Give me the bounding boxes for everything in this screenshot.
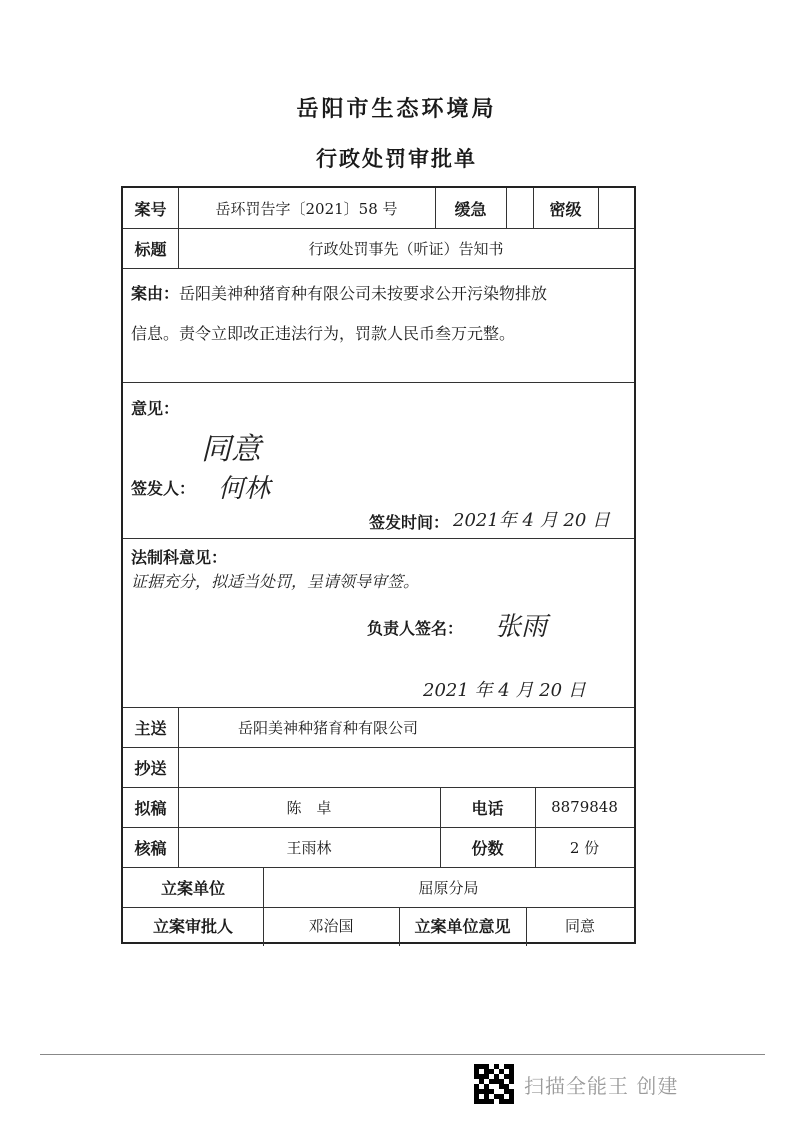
opinion-label: 意见：: [131, 399, 180, 418]
main-send-value: 岳阳美神种猪育种有限公司: [237, 718, 418, 737]
form-title: 行政处罚审批单: [316, 147, 477, 171]
filing-approver-label: 立案审批人: [152, 917, 233, 936]
qr-code-icon: [474, 1064, 514, 1104]
case-cause-line-2: 信息。责令立即改正违法行为，罚款人民币叁万元整。: [131, 324, 516, 343]
draft-value: 陈 卓: [286, 798, 332, 817]
page-bottom-rule: [40, 1054, 765, 1055]
filing-opinion-value: 同意: [564, 917, 595, 935]
opinion-handwritten: 同意: [201, 432, 261, 467]
draft-label: 拟稿: [134, 798, 167, 818]
organization-title: 岳阳市生态环境局: [296, 97, 497, 122]
review-label: 核稿: [134, 838, 167, 858]
watermark-text: 扫描全能王 创建: [524, 1073, 679, 1098]
signer-handwritten: 何林: [218, 474, 271, 504]
responsible-signature-label: 负责人签名：: [367, 619, 464, 638]
phone-label: 电话: [471, 798, 504, 818]
cc-value: [178, 747, 634, 787]
urgency-label: 缓急: [454, 199, 487, 219]
review-value: 王雨林: [286, 838, 332, 857]
scanner-watermark: [474, 1064, 678, 1104]
title-value: 行政处罚事先（听证）告知书: [308, 239, 504, 258]
title-label: 标题: [134, 239, 167, 259]
approval-form-table: [121, 186, 636, 944]
case-cause-line-1: 岳阳美神种猪育种有限公司未按要求公开污染物排放: [179, 284, 548, 303]
phone-value: 8879848: [551, 798, 618, 816]
case-number-label: 案号: [134, 199, 167, 219]
legal-opinion-label: 法制科意见：: [131, 548, 228, 567]
signer-label: 签发人：: [131, 479, 196, 498]
filing-unit-label: 立案单位: [160, 878, 225, 898]
case-cause-label: 案由：: [131, 284, 180, 303]
case-cause: [131, 274, 631, 354]
legal-opinion-handwritten: 证据充分，拟适当处罚，呈请领导审签。: [131, 572, 420, 591]
cc-label: 抄送: [134, 758, 167, 778]
legal-date-handwritten: 2021 年 4 月 20 日: [423, 680, 586, 701]
filing-approver-value: 邓治国: [308, 917, 354, 935]
copies-label: 份数: [471, 838, 504, 858]
filing-unit-value: 屈原分局: [418, 878, 479, 897]
responsible-signature-handwritten: 张雨: [495, 612, 548, 642]
secrecy-label: 密级: [549, 199, 582, 219]
filing-opinion-label: 立案单位意见: [414, 917, 511, 936]
sign-time-label: 签发时间：: [369, 513, 450, 532]
case-number-value: 岳环罚告字〔2021〕58 号: [215, 199, 398, 218]
main-send-label: 主送: [134, 718, 167, 738]
copies-value: 2 份: [569, 838, 600, 857]
sign-time-handwritten: 2021年 4 月 20 日: [453, 510, 611, 531]
